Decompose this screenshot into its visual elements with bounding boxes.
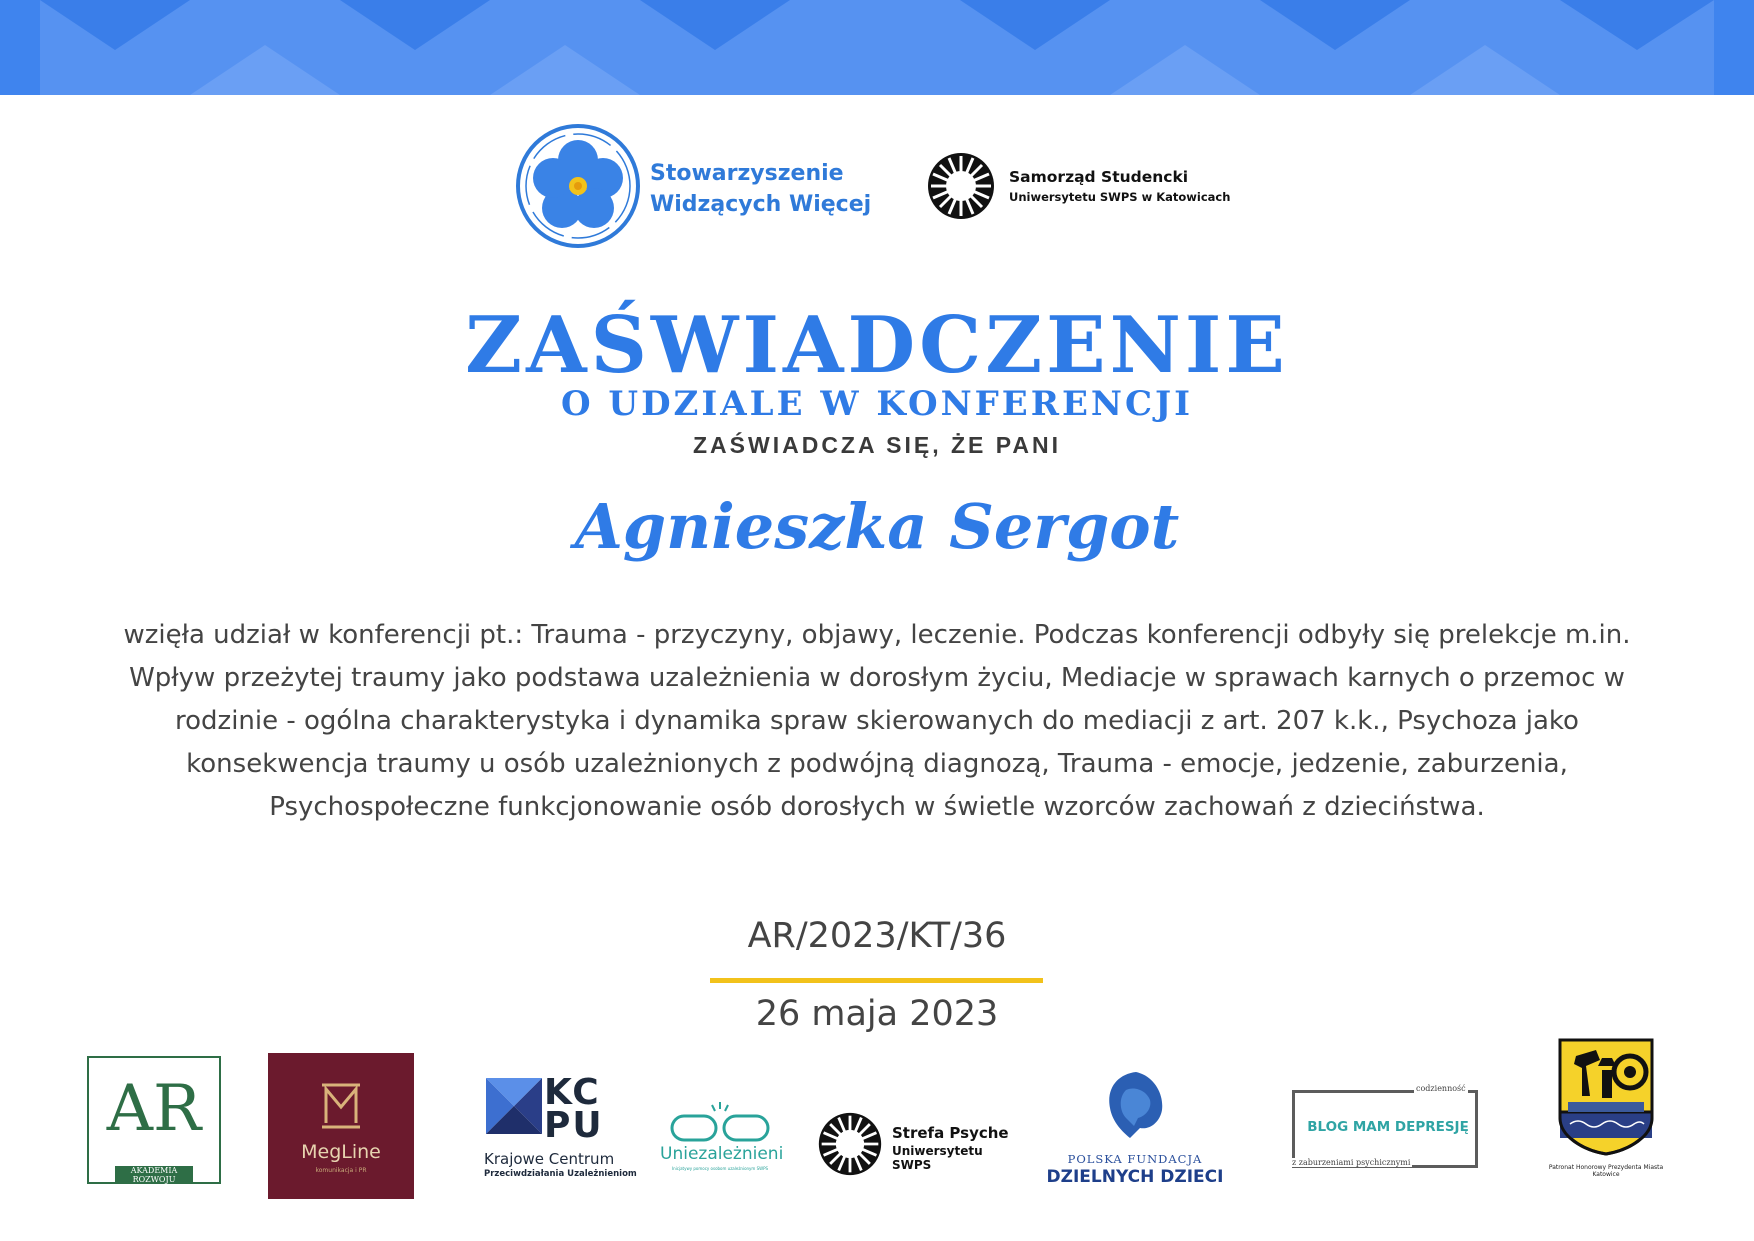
pfdd-logo [1040,1068,1240,1193]
ar-band: AKADEMIA ROZWOJU [115,1166,193,1184]
strefa-psyche-line1: Strefa Psyche [892,1124,1009,1142]
katowice-patronage: Patronat Honorowy Prezydenta Miasta Katowice [1548,1164,1664,1178]
lion-head-icon [1096,1068,1176,1148]
uniezaleznieni-logo [660,1100,784,1180]
blog-mam-depresje-logo [1286,1084,1482,1192]
kcpu-mark-icon [484,1076,544,1146]
certificate-date: 26 maja 2023 [755,994,999,1034]
kcpu-letters: KC PU [544,1072,604,1146]
strefa-psyche-line2: Uniwersytetu SWPS [892,1144,983,1172]
sww-name [650,158,871,220]
kcpu-line2: Przeciwdziałania Uzależnieniom [484,1169,637,1179]
blog-bottom: z zaburzeniami psychicznymi [1292,1158,1411,1167]
kcpu-logo [484,1072,637,1180]
samorzad-logo [925,150,1255,225]
katowice-crest [1548,1036,1664,1180]
strefa-psyche-logo [812,1108,1022,1180]
city-crest-icon [1556,1036,1656,1156]
gold-divider [710,978,1043,983]
sunburst-icon [816,1110,884,1178]
ar-letters: AR [106,1072,202,1146]
akademia-rozwoju-logo [87,1056,221,1184]
certificate-title: ZAŚWIADCZENIE [465,300,1289,391]
certificate-code: AR/2023/KT/36 [747,916,1007,956]
sww-logo [514,122,894,252]
blog-frame [1292,1090,1478,1168]
top-banner [0,0,1754,95]
megline-sub: komunikacja i PR [315,1167,367,1174]
blog-top: codzienność [1416,1084,1466,1093]
samorzad-line2: Uniwersytetu SWPS w Katowicach [1009,190,1231,204]
sww-line2: Widzących Więcej [650,192,872,217]
samorzad-line1: Samorząd Studencki [1009,168,1189,186]
megline-name: MegLine [301,1141,381,1163]
megline-logo [268,1053,414,1199]
uniezaleznieni-name: Uniezależnieni [660,1144,784,1164]
broken-chain-icon [660,1100,780,1144]
certificate-subtitle: O UDZIALE W KONFERENCJI [560,384,1194,424]
uniezaleznieni-sub: Inicjatywy pomocy osobom uzależnionym SWPS [671,1166,769,1171]
megline-monogram-icon [268,1053,414,1133]
blog-name: BLOG MAM DEPRESJĘ [1307,1119,1469,1135]
forget-me-not-icon [514,122,644,252]
sww-line1: Stowarzyszenie [650,161,844,186]
pfdd-line1: POLSKA FUNDACJA [1067,1152,1203,1166]
kcpu-line1: Krajowe Centrum [484,1150,615,1168]
sunburst-icon [925,150,997,222]
pfdd-line2: DZIELNYCH DZIECI [1046,1167,1224,1187]
recipient-name: Agnieszka Sergot [574,490,1180,563]
certificate-body: wzięła udział w konferencji pt.: Trauma - przyczyny, objawy, leczenie. Podczas konferencji odbyły się prelekcje m.in. Wpływ przeżytej traumy jako podstawa uzależnienia w dorosłym życiu, Mediacje w sprawach karnych o przemoc w rodzinie - ogólna charakterystyka i dynamika spraw skierowanych do mediacji z art. 207 k.k., Psychoza jako konsekwencja traumy u osób uzależnionych z podwójną diagnozą, Trauma - emocje, jedzenie, zaburzenia, Psychospołeczne funkcjonowanie osób dorosłych w świetle wzorców zachowań z dzieciństwa. [123,620,1631,822]
certificate-intro: ZAŚWIADCZA SIĘ, ŻE PANI [693,432,1061,458]
